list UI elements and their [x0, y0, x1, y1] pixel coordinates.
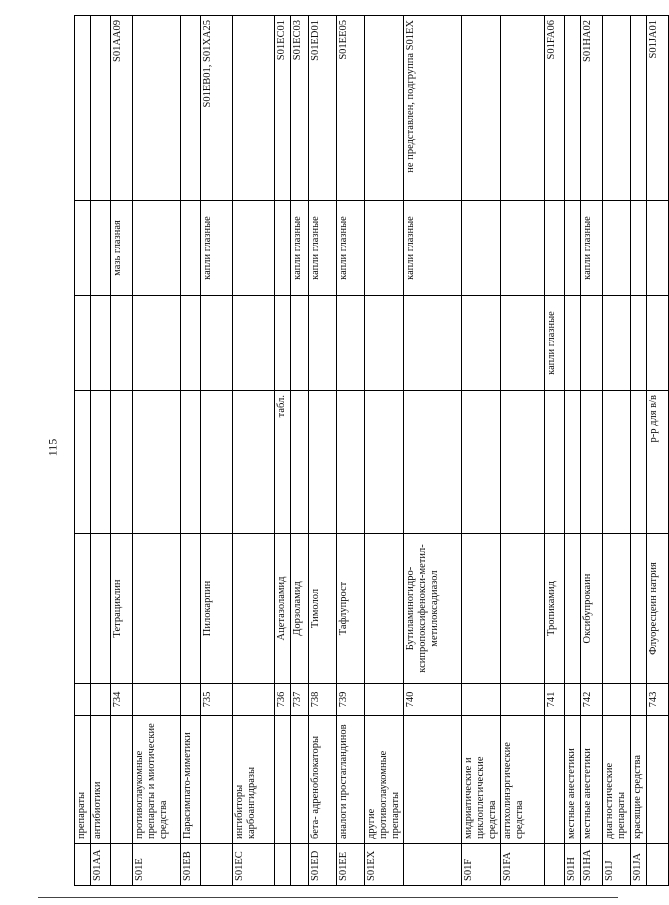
- dosage-form-cell: капли глазные: [201, 201, 233, 296]
- atc-code-cell: S01EB: [181, 844, 201, 886]
- atc-code-cell: S01EE: [337, 844, 365, 886]
- atc-code-cell: [111, 844, 133, 886]
- table-row: [275, 16, 291, 886]
- atc-reference-cell: [565, 16, 581, 201]
- dosage-form-cell: [462, 391, 501, 534]
- drug-name-cell: [462, 534, 501, 684]
- atc-reference-cell: S01EE05: [337, 16, 365, 201]
- atc-code-cell: S01JA: [630, 844, 646, 886]
- dosage-form-cell: [581, 391, 603, 534]
- dosage-form-cell: капли глазные: [545, 296, 565, 391]
- dosage-form-cell: [91, 296, 111, 391]
- dosage-form-cell: капли глазные: [309, 201, 337, 296]
- drug-name-cell: [133, 534, 181, 684]
- dosage-form-cell: [181, 296, 201, 391]
- item-number-cell: 735: [201, 684, 233, 716]
- dosage-form-cell: [201, 391, 233, 534]
- dosage-form-cell: [75, 201, 91, 296]
- atc-reference-cell: [365, 16, 404, 201]
- atc-code-cell: S01FA: [501, 844, 545, 886]
- drug-name-cell: [233, 534, 275, 684]
- drug-name-cell: Пилокарпин: [201, 534, 233, 684]
- drug-name-cell: Тропикамид: [545, 534, 565, 684]
- dosage-form-cell: капли глазные: [291, 201, 309, 296]
- dosage-form-cell: [630, 201, 646, 296]
- dosage-form-cell: [233, 201, 275, 296]
- atc-reference-cell: S01EC03: [291, 16, 309, 201]
- dosage-form-cell: [111, 391, 133, 534]
- table-row: [462, 16, 501, 886]
- dosage-form-cell: [337, 296, 365, 391]
- group-name-cell: [291, 716, 309, 844]
- dosage-form-cell: мазь глазная: [111, 201, 133, 296]
- dosage-form-cell: [404, 391, 462, 534]
- atc-reference-cell: [603, 16, 630, 201]
- group-name-cell: красящие средства: [630, 716, 646, 844]
- item-number-cell: [501, 684, 545, 716]
- atc-code-cell: S01HA: [581, 844, 603, 886]
- dosage-form-cell: [545, 391, 565, 534]
- group-name-cell: [646, 716, 668, 844]
- dosage-form-cell: [201, 296, 233, 391]
- atc-code-cell: [646, 844, 668, 886]
- atc-code-cell: [201, 844, 233, 886]
- table-row: [111, 16, 133, 886]
- table-row: [581, 16, 603, 886]
- dosage-form-cell: [309, 391, 337, 534]
- dosage-form-cell: [233, 391, 275, 534]
- item-number-cell: 739: [337, 684, 365, 716]
- dosage-form-cell: [181, 391, 201, 534]
- drug-name-cell: Ацетазоламид: [275, 534, 291, 684]
- item-number-cell: [75, 684, 91, 716]
- dosage-form-cell: [462, 201, 501, 296]
- atc-code-cell: [545, 844, 565, 886]
- atc-code-cell: [75, 844, 91, 886]
- dosage-form-cell: [133, 201, 181, 296]
- dosage-form-cell: [91, 391, 111, 534]
- dosage-form-cell: [404, 296, 462, 391]
- atc-reference-cell: S01JA01: [646, 16, 668, 201]
- atc-code-cell: [291, 844, 309, 886]
- dosage-form-cell: [91, 201, 111, 296]
- table-row: [565, 16, 581, 886]
- drug-name-cell: [603, 534, 630, 684]
- atc-code-cell: [404, 844, 462, 886]
- item-number-cell: 737: [291, 684, 309, 716]
- item-number-cell: 743: [646, 684, 668, 716]
- item-number-cell: 740: [404, 684, 462, 716]
- table-row: [291, 16, 309, 886]
- drug-name-cell: Тимолол: [309, 534, 337, 684]
- bottom-rule: [38, 897, 618, 898]
- table-row: [603, 16, 630, 886]
- dosage-form-cell: [565, 296, 581, 391]
- atc-reference-cell: S01EC01: [275, 16, 291, 201]
- dosage-form-cell: [603, 201, 630, 296]
- atc-reference-cell: [501, 16, 545, 201]
- table-body: [75, 16, 669, 886]
- item-number-cell: 742: [581, 684, 603, 716]
- table-row: [404, 16, 462, 886]
- dosage-form-cell: [365, 391, 404, 534]
- atc-code-cell: S01EX: [365, 844, 404, 886]
- dosage-form-cell: [565, 201, 581, 296]
- atc-code-cell: S01J: [603, 844, 630, 886]
- dosage-form-cell: табл.: [275, 391, 291, 534]
- item-number-cell: 741: [545, 684, 565, 716]
- table-row: [365, 16, 404, 886]
- item-number-cell: 734: [111, 684, 133, 716]
- atc-reference-cell: [75, 16, 91, 201]
- atc-reference-cell: S01AA09: [111, 16, 133, 201]
- group-name-cell: местные анестетики: [565, 716, 581, 844]
- atc-code-cell: S01F: [462, 844, 501, 886]
- dosage-form-cell: [133, 391, 181, 534]
- dosage-form-cell: [646, 201, 668, 296]
- dosage-form-cell: [603, 296, 630, 391]
- table-row: [233, 16, 275, 886]
- dosage-form-cell: [291, 391, 309, 534]
- drug-name-cell: Оксибупрокаин: [581, 534, 603, 684]
- dosage-form-cell: [630, 391, 646, 534]
- table-row: [309, 16, 337, 886]
- drug-name-cell: Тетрациклин: [111, 534, 133, 684]
- drug-name-cell: [565, 534, 581, 684]
- dosage-form-cell: [501, 391, 545, 534]
- group-name-cell: другие противоглаукомные препараты: [365, 716, 404, 844]
- atc-reference-cell: S01ED01: [309, 16, 337, 201]
- drug-name-cell: Бутиламиногидро-ксипропоксифенокси-метил-метилоксадиазол: [404, 534, 462, 684]
- dosage-form-cell: [462, 296, 501, 391]
- drug-name-cell: [181, 534, 201, 684]
- table-row: [91, 16, 111, 886]
- atc-reference-cell: [233, 16, 275, 201]
- atc-code-cell: [275, 844, 291, 886]
- group-name-cell: антибиотики: [91, 716, 111, 844]
- drug-name-cell: [365, 534, 404, 684]
- dosage-form-cell: [75, 391, 91, 534]
- group-name-cell: Парасимпато-миметики: [181, 716, 201, 844]
- drug-table: [74, 15, 669, 886]
- group-name-cell: мидриатические и циклоплегические средства: [462, 716, 501, 844]
- rotated-table-wrap: [74, 16, 659, 886]
- dosage-form-cell: [291, 296, 309, 391]
- dosage-form-cell: [501, 296, 545, 391]
- dosage-form-cell: [111, 296, 133, 391]
- group-name-cell: аналоги простагландинов: [337, 716, 365, 844]
- atc-reference-cell: [462, 16, 501, 201]
- table-row: [181, 16, 201, 886]
- atc-reference-cell: S01FA06: [545, 16, 565, 201]
- group-name-cell: антихолинэргические средства: [501, 716, 545, 844]
- atc-reference-cell: S01HA02: [581, 16, 603, 201]
- dosage-form-cell: [365, 296, 404, 391]
- item-number-cell: [462, 684, 501, 716]
- drug-name-cell: [91, 534, 111, 684]
- atc-code-cell: S01EC: [233, 844, 275, 886]
- item-number-cell: [603, 684, 630, 716]
- atc-reference-cell: [133, 16, 181, 201]
- item-number-cell: [91, 684, 111, 716]
- group-name-cell: ингибиторы карбоангидразы: [233, 716, 275, 844]
- table-row: [201, 16, 233, 886]
- atc-reference-cell: [630, 16, 646, 201]
- group-name-cell: бета- адреноблокаторы: [309, 716, 337, 844]
- group-name-cell: [201, 716, 233, 844]
- dosage-form-cell: [181, 201, 201, 296]
- dosage-form-cell: [75, 296, 91, 391]
- atc-reference-cell: S01EB01, S01XA25: [201, 16, 233, 201]
- item-number-cell: 736: [275, 684, 291, 716]
- dosage-form-cell: [646, 296, 668, 391]
- table-row: [337, 16, 365, 886]
- dosage-form-cell: [309, 296, 337, 391]
- dosage-form-cell: капли глазные: [581, 201, 603, 296]
- drug-name-cell: [501, 534, 545, 684]
- table-row: [545, 16, 565, 886]
- group-name-cell: [545, 716, 565, 844]
- dosage-form-cell: [133, 296, 181, 391]
- atc-code-cell: S01E: [133, 844, 181, 886]
- item-number-cell: [630, 684, 646, 716]
- dosage-form-cell: [337, 391, 365, 534]
- group-name-cell: местные анестетики: [581, 716, 603, 844]
- atc-reference-cell: не представлен, подгруппа S01EX: [404, 16, 462, 201]
- drug-name-cell: [630, 534, 646, 684]
- item-number-cell: [181, 684, 201, 716]
- item-number-cell: [133, 684, 181, 716]
- dosage-form-cell: [275, 201, 291, 296]
- item-number-cell: [565, 684, 581, 716]
- drug-name-cell: Дорзоламид: [291, 534, 309, 684]
- group-name-cell: диагностические препараты: [603, 716, 630, 844]
- table-row: [630, 16, 646, 886]
- group-name-cell: [275, 716, 291, 844]
- item-number-cell: [233, 684, 275, 716]
- group-name-cell: [404, 716, 462, 844]
- group-name-cell: препараты: [75, 716, 91, 844]
- table-row: [501, 16, 545, 886]
- atc-code-cell: S01ED: [309, 844, 337, 886]
- dosage-form-cell: капли глазные: [404, 201, 462, 296]
- drug-name-cell: Тафлупрост: [337, 534, 365, 684]
- dosage-form-cell: [630, 296, 646, 391]
- atc-code-cell: S01AA: [91, 844, 111, 886]
- dosage-form-cell: [275, 296, 291, 391]
- atc-reference-cell: [181, 16, 201, 201]
- table-row: [133, 16, 181, 886]
- dosage-form-cell: [565, 391, 581, 534]
- drug-name-cell: Флуоресцеин натрия: [646, 534, 668, 684]
- item-number-cell: 738: [309, 684, 337, 716]
- drug-name-cell: [75, 534, 91, 684]
- dosage-form-cell: [365, 201, 404, 296]
- group-name-cell: [111, 716, 133, 844]
- atc-reference-cell: [91, 16, 111, 201]
- dosage-form-cell: р-р для в/в: [646, 391, 668, 534]
- dosage-form-cell: [233, 296, 275, 391]
- table-row: [75, 16, 91, 886]
- table-row: [646, 16, 668, 886]
- group-name-cell: противоглаукомные препараты и миотические средства: [133, 716, 181, 844]
- item-number-cell: [365, 684, 404, 716]
- dosage-form-cell: капли глазные: [337, 201, 365, 296]
- dosage-form-cell: [545, 201, 565, 296]
- page-number: 115: [45, 438, 60, 457]
- dosage-form-cell: [581, 296, 603, 391]
- atc-code-cell: S01H: [565, 844, 581, 886]
- dosage-form-cell: [501, 201, 545, 296]
- dosage-form-cell: [603, 391, 630, 534]
